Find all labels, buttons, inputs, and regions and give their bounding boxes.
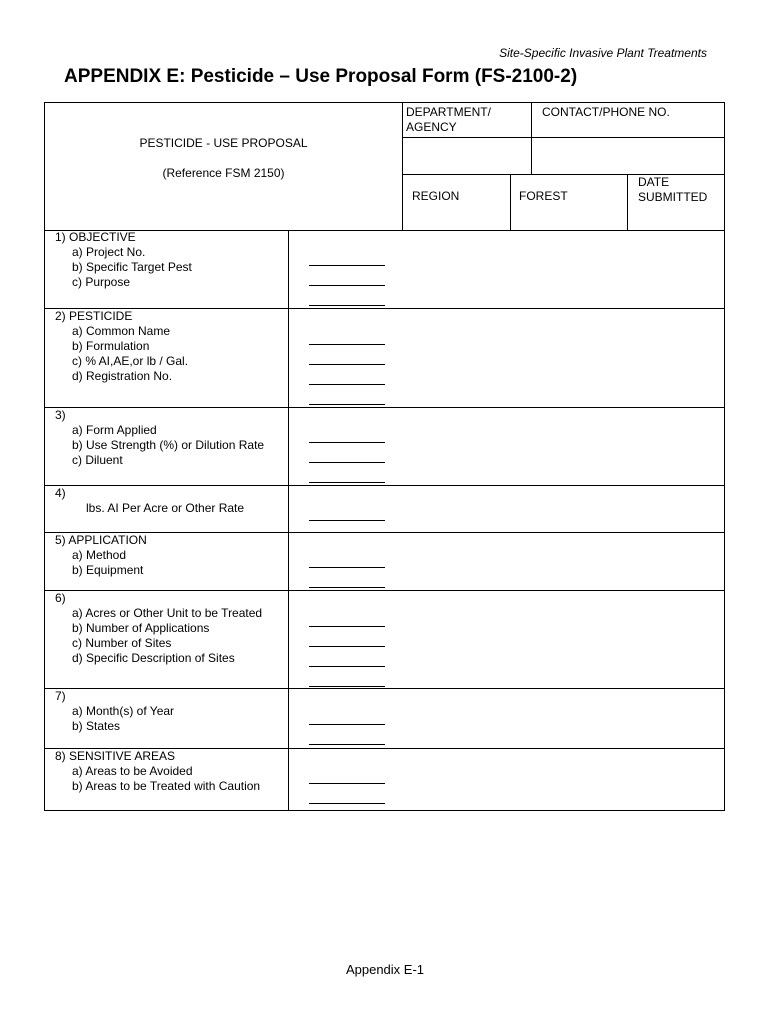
item-label: c) Number of Sites [72, 636, 172, 650]
target-pest-blank[interactable] [309, 285, 385, 286]
formulation-blank[interactable] [309, 364, 385, 365]
sites-blank[interactable] [309, 666, 385, 667]
section-text [55, 486, 291, 516]
item-label: a) Common Name [72, 324, 171, 338]
section-text [55, 230, 291, 290]
forest-cell[interactable] [511, 175, 628, 230]
item-label: a) Areas to be Avoided [72, 764, 193, 778]
item-label: lbs. AI Per Acre or Other Rate [86, 501, 245, 515]
section-form-applied [45, 408, 724, 486]
date-submitted-cell[interactable] [628, 175, 725, 230]
item-label: b) Use Strength (%) or Dilution Rate [72, 438, 265, 452]
applications-blank[interactable] [309, 646, 385, 647]
section-timing [45, 689, 724, 749]
form-applied-blank[interactable] [309, 442, 385, 443]
region-label: REGION [412, 189, 460, 203]
contact-label: CONTACT/PHONE NO. [542, 105, 670, 119]
common-name-blank[interactable] [309, 344, 385, 345]
department-field[interactable] [402, 138, 532, 175]
section-treatment-area [45, 591, 724, 689]
contact-cell [532, 103, 725, 138]
form-header [45, 103, 724, 231]
rate-blank[interactable] [309, 520, 385, 521]
section-rate [45, 486, 724, 533]
section-text [55, 591, 291, 666]
forest-label: FOREST [519, 189, 568, 203]
section-pesticide [45, 309, 724, 408]
purpose-blank[interactable] [309, 305, 385, 306]
item-label: a) Form Applied [72, 423, 157, 437]
item-label: c) Purpose [72, 275, 131, 289]
item-label: b) Number of Applications [72, 621, 210, 635]
section-text [55, 533, 291, 578]
section-text [55, 408, 291, 468]
section-heading: 5) APPLICATION [55, 533, 147, 547]
page-title: APPENDIX E: Pesticide – Use Proposal Form (FS-2100-2) [64, 66, 578, 87]
region-cell[interactable] [402, 175, 511, 230]
item-label: b) Specific Target Pest [72, 260, 192, 274]
site-description-blank[interactable] [309, 686, 385, 687]
item-label: d) Registration No. [72, 369, 173, 383]
section-application [45, 533, 724, 591]
date-label-2: SUBMITTED [638, 190, 708, 204]
section-text [55, 749, 291, 794]
section-text [55, 309, 291, 384]
section-heading: 7) [55, 689, 66, 703]
page-footer: Appendix E-1 [345, 962, 425, 977]
item-label: b) Areas to be Treated with Caution [72, 779, 261, 793]
date-label: DATE [638, 175, 670, 189]
project-no-blank[interactable] [309, 265, 385, 266]
item-label: a) Method [72, 548, 127, 562]
acres-blank[interactable] [309, 626, 385, 627]
department-label: DEPARTMENT/ [406, 105, 491, 119]
section-text [55, 689, 291, 734]
section-objective [45, 230, 724, 309]
item-label: a) Month(s) of Year [72, 704, 175, 718]
equipment-blank[interactable] [309, 587, 385, 588]
department-cell [402, 103, 532, 138]
item-label: b) Equipment [72, 563, 144, 577]
form-header-title-cell [45, 103, 403, 230]
ai-ae-blank[interactable] [309, 384, 385, 385]
section-heading: 2) PESTICIDE [55, 309, 133, 323]
use-strength-blank[interactable] [309, 462, 385, 463]
running-header: Site-Specific Invasive Plant Treatments [499, 46, 707, 60]
areas-avoided-blank[interactable] [309, 783, 385, 784]
registration-no-blank[interactable] [309, 404, 385, 405]
reference-label: (Reference FSM 2150) [162, 166, 285, 180]
item-label: a) Project No. [72, 245, 146, 259]
method-blank[interactable] [309, 567, 385, 568]
section-heading: 8) SENSITIVE AREAS [55, 749, 176, 763]
section-sensitive-areas [45, 749, 724, 810]
section-heading: 1) OBJECTIVE [55, 230, 136, 244]
diluent-blank[interactable] [309, 482, 385, 483]
pesticide-use-proposal-form [44, 102, 725, 811]
section-heading: 3) [55, 408, 66, 422]
states-blank[interactable] [309, 744, 385, 745]
department-label-2: AGENCY [406, 120, 457, 134]
item-label: b) States [72, 719, 121, 733]
section-heading: 6) [55, 591, 66, 605]
item-label: c) % AI,AE,or lb / Gal. [72, 354, 189, 368]
proposal-label: PESTICIDE - USE PROPOSAL [139, 136, 308, 150]
areas-caution-blank[interactable] [309, 803, 385, 804]
item-label: c) Diluent [72, 453, 123, 467]
item-label: a) Acres or Other Unit to be Treated [72, 606, 263, 620]
months-blank[interactable] [309, 724, 385, 725]
item-label: d) Specific Description of Sites [72, 651, 235, 665]
item-label: b) Formulation [72, 339, 150, 353]
section-heading: 4) [55, 486, 66, 500]
contact-field[interactable] [532, 138, 725, 175]
